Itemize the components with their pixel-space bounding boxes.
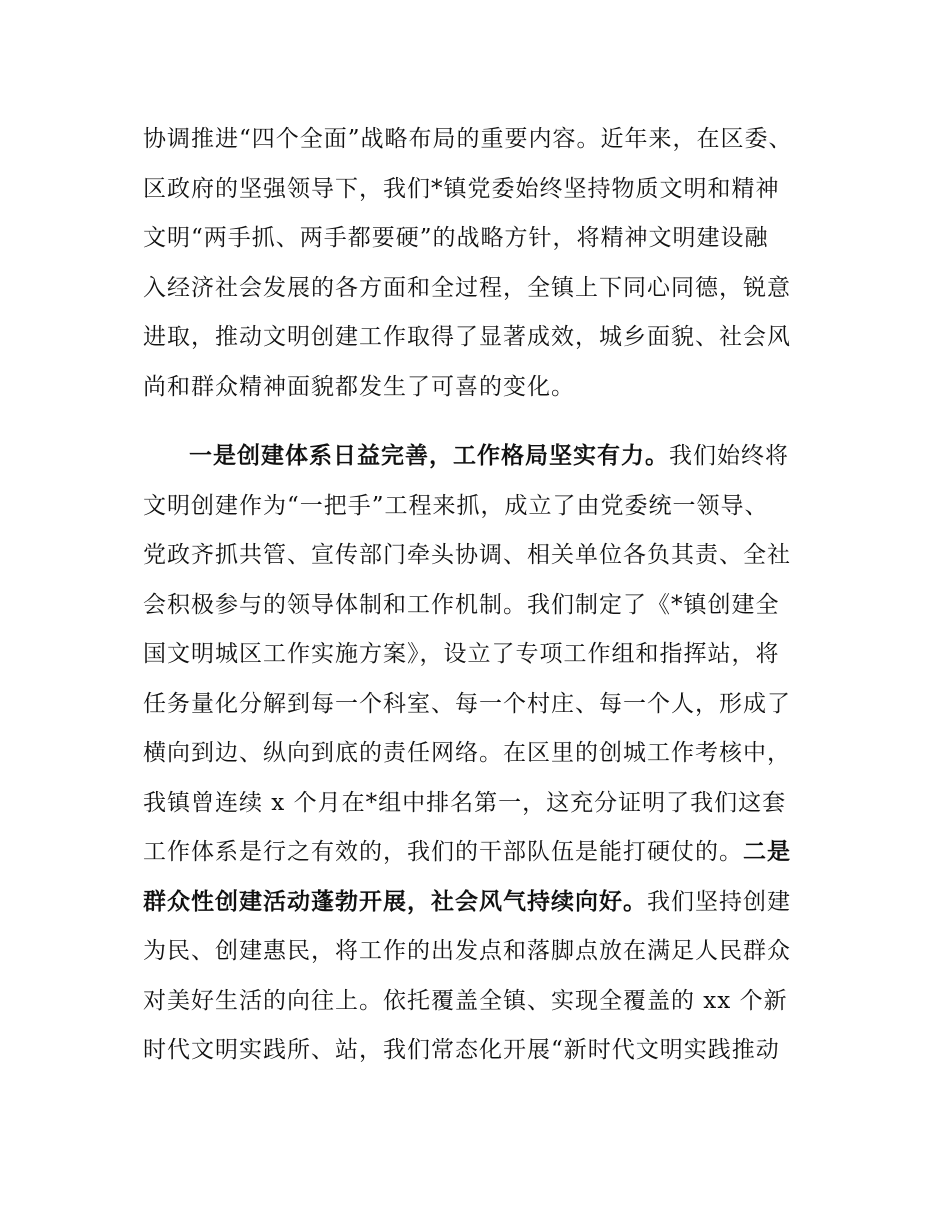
section-heading-2: 群众性创建活动蓬勃开展，社会风气持续向好。 [143, 888, 647, 915]
paragraph-2-line: 文明创建作为“一把手”工程来抓，成立了由党委统一领导、 [143, 492, 769, 519]
paragraph-2-line: 我镇曾连续 x 个月在*组中排名第一，这充分证明了我们这套 [143, 789, 787, 816]
paragraph-2-line: 党政齐抓共管、宣传部门牵头协调、相关单位各负其责、全社 [143, 542, 791, 568]
paragraph-2-line: 时代文明实践所、站，我们常态化开展“新时代文明实践推动 [143, 1037, 780, 1063]
paragraph-1-line: 入经济社会发展的各方面和全过程，全镇上下同心同德，锐意 [143, 274, 791, 301]
paragraph-2-mixed-line [143, 828, 823, 878]
paragraph-2-text: 我们坚持创建 [647, 888, 791, 915]
paragraph-1-line: 进取，推动文明创建工作取得了显著成效，城乡面貌、社会风 [143, 324, 791, 350]
paragraph-1-line: 尚和群众精神面貌都发生了可喜的变化。 [143, 373, 575, 400]
paragraph-1 [143, 115, 823, 412]
paragraph-2-line: 会积极参与的领导体制和工作机制。我们制定了《*镇创建全 [143, 591, 780, 618]
paragraph-2-line: 任务量化分解到每一个科室、每一个村庄、每一个人，形成了 [143, 690, 791, 717]
paragraph-2 [143, 432, 823, 1076]
paragraph-2-text: 工作体系是行之有效的，我们的干部队伍是能打硬仗的。 [143, 839, 743, 865]
paragraph-2-first-line [143, 432, 823, 482]
paragraph-2-line: 对美好生活的向往上。依托覆盖全镇、实现全覆盖的 xx 个新 [143, 987, 788, 1014]
paragraph-2-line: 为民、创建惠民，将工作的出发点和落脚点放在满足人民群众 [143, 938, 791, 964]
paragraph-2-line: 国文明城区工作实施方案》，设立了专项工作组和指挥站，将 [143, 641, 780, 667]
paragraph-1-line: 文明“两手抓、两手都要硬”的战略方针，将精神文明建设融 [143, 225, 769, 251]
paragraph-2-mixed-line [143, 878, 823, 928]
section-heading-2-start: 二是 [743, 839, 791, 865]
paragraph-2-text: 我们始终将 [669, 443, 789, 469]
section-heading-1: 一是创建体系日益完善，工作格局坚实有力。 [189, 443, 669, 469]
paragraph-1-line: 区政府的坚强领导下，我们*镇党委始终坚持物质文明和精神 [143, 175, 780, 202]
paragraph-1-line: 协调推进“四个全面”战略布局的重要内容。近年来，在区委、 [143, 126, 793, 152]
paragraph-2-line: 横向到边、纵向到底的责任网络。在区里的创城工作考核中， [143, 740, 791, 766]
